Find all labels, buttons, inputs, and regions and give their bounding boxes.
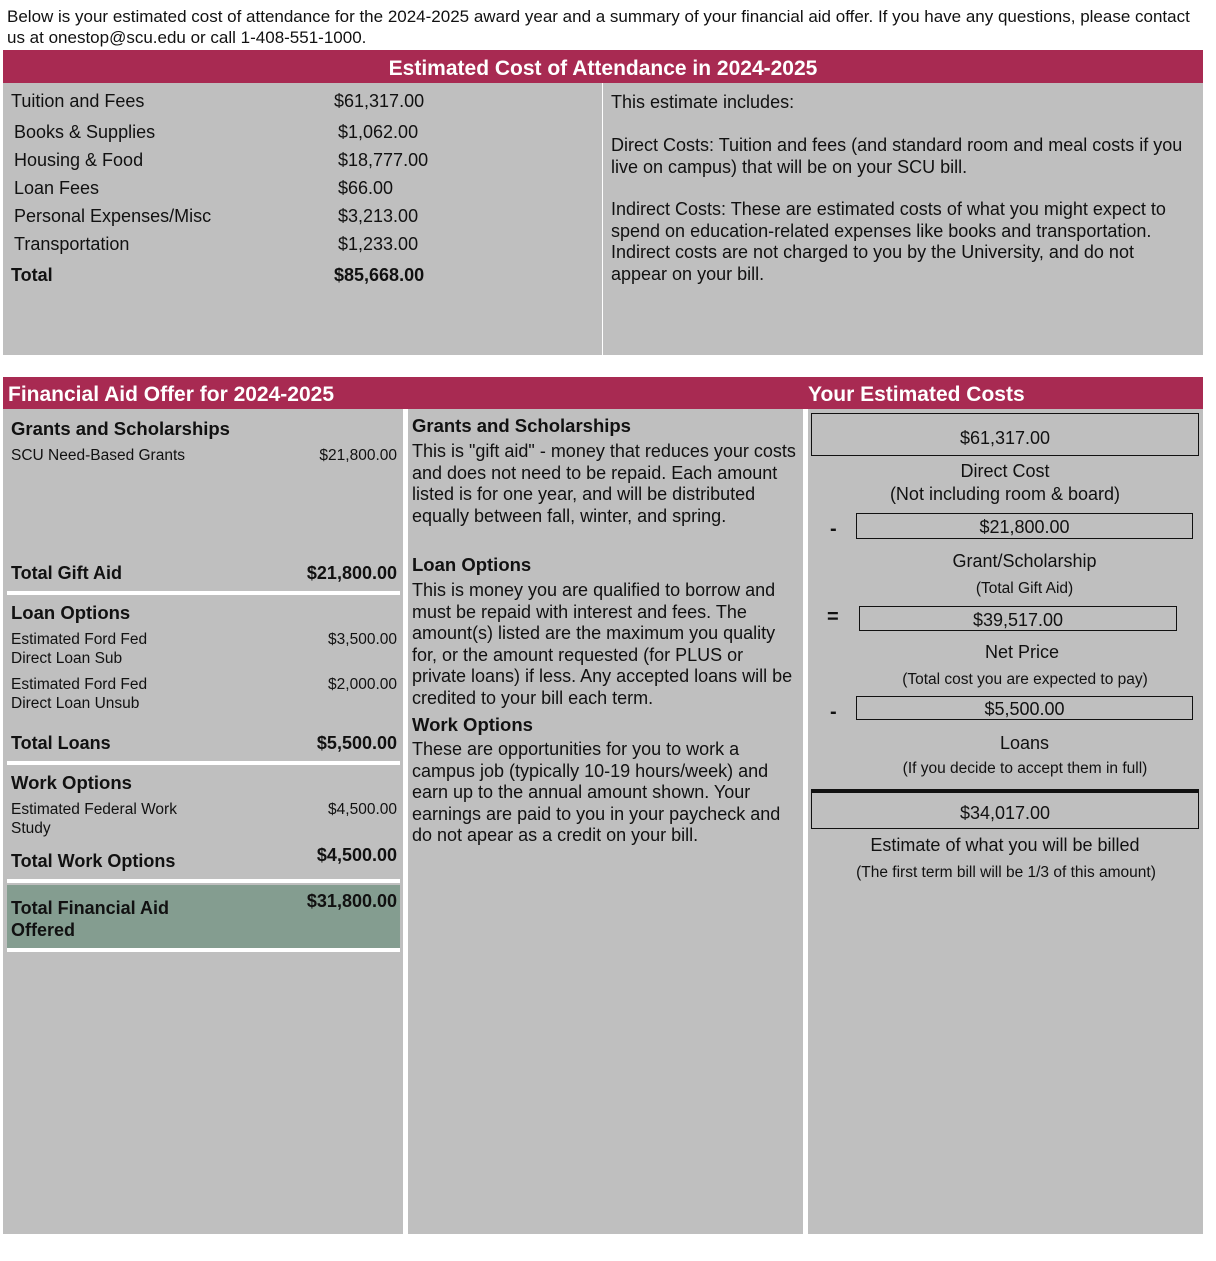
total-aid-label: Total Financial Aid Offered [11,898,170,940]
grant-box [856,513,1193,539]
loan1-label: Estimated Ford Fed Direct Loan Sub [11,631,148,667]
coa-note-direct: Direct Costs: Tuition and fees (and standard room and meal costs if you live on campus) that will be on your SCU bill. [611,135,1183,177]
offer-title-bar [3,377,803,409]
total-work-value: $4,500.00 [316,845,397,865]
explain-loans-header: Loan Options [412,554,532,575]
coa-row-label: Housing & Food [14,150,144,170]
explain-work-text: These are opportunities for you to work a campus job (typically 10-19 hours/week) and earn up to the annual amount shown. Your earnings are paid to you in your paycheck and do not apear as a credit on your bill. [412,739,781,845]
equals-sign: = [827,606,839,628]
total-gift-value: $21,800.00 [306,563,397,583]
loan1-value: $3,500.00 [328,631,397,648]
divider [7,879,400,883]
coa-total-label: Total [11,265,53,285]
coa-title-bar [3,50,1203,83]
divider [7,948,400,952]
loans-label: Loans [999,733,1050,753]
explain-loans-text: This is money you are qualified to borrow and must be repaid with interest and fees. The amount(s) listed are the maximum you quality for, or the amount requested (for PLUS or private loans) if less. Any accepted loans will be credited to your bill each term. [412,580,793,708]
loans-box [856,696,1193,720]
net-price-sub: (Total cost you are expected to pay) [902,671,1148,688]
divider [7,591,400,595]
grants-header: Grants and Scholarships [11,418,230,439]
billed-box [811,792,1199,829]
coa-note-indirect: Indirect Costs: These are estimated costs of what you might expect to spend on education-related expenses like books and transportation. Indirect costs are not charged to you by the University, and do not appear on your bill. [611,199,1166,284]
coa-title: Estimated Cost of Attendance in 2024-2025 [388,57,818,80]
work-header: Work Options [11,772,132,793]
total-loans-value: $5,500.00 [316,733,397,753]
work-item-value: $4,500.00 [328,801,397,818]
minus-sign: - [830,518,837,540]
coa-row-value: $1,062.00 [338,122,419,142]
work-item-label: Estimated Federal Work Study [11,801,177,837]
grant-label: Grant/Scholarship [952,551,1097,571]
net-price-box [859,606,1177,631]
loans-sub: (If you decide to accept them in full) [902,760,1148,777]
total-aid-value: $31,800.00 [306,891,397,911]
direct-cost-value: $61,317.00 [959,428,1051,448]
direct-cost-box [811,413,1199,456]
coa-row-value: $66.00 [338,178,394,198]
coa-total-value: $85,668.00 [334,265,425,285]
coa-row-value: $3,213.00 [338,206,419,226]
coa-note-intro: This estimate includes: [611,92,795,112]
loans-header: Loan Options [11,602,131,623]
costs-title: Your Estimated Costs [808,383,1025,406]
grant-item-value: $21,800.00 [319,447,397,464]
coa-row-value: $18,777.00 [338,150,429,170]
billed-value: $34,017.00 [959,803,1051,823]
billed-label: Estimate of what you will be billed [870,835,1140,855]
coa-row-label: Transportation [14,234,130,254]
explain-grants-header: Grants and Scholarships [412,415,631,436]
coa-row-label: Loan Fees [14,178,100,198]
total-loans-label: Total Loans [11,733,111,753]
coa-row-value: $61,317.00 [334,91,425,111]
direct-cost-sub: (Not including room & board) [889,484,1121,504]
grant-value: $21,800.00 [979,517,1070,537]
loan2-value: $2,000.00 [328,676,397,693]
total-gift-label: Total Gift Aid [11,563,122,583]
intro-text: Below is your estimated cost of attendance for the 2024-2025 award year and a summary of your financial aid offer. If you have any questions, please contact us at onestop@scu.edu or call 1-408-551-1000. [7,7,1190,47]
explain-grants-text: This is "gift aid" - money that reduces your costs and does not need to be repaid. Each amount listed is for one year, and will be distributed equally between fall, winter, and spring. [412,441,796,526]
coa-row-label: Tuition and Fees [11,91,145,111]
coa-row-label: Personal Expenses/Misc [14,206,212,226]
costs-title-bar [803,377,1203,409]
grant-sub: (Total Gift Aid) [975,580,1074,597]
billed-sub: (The first term bill will be 1/3 of this amount) [856,864,1156,881]
coa-row-label: Books & Supplies [14,122,156,142]
offer-title: Financial Aid Offer for 2024-2025 [8,383,335,406]
net-price-label: Net Price [984,642,1060,662]
grant-item-label: SCU Need-Based Grants [11,447,186,464]
loan2-label: Estimated Ford Fed Direct Loan Unsub [11,676,148,712]
coa-row-value: $1,233.00 [338,234,419,254]
explain-work-header: Work Options [412,714,533,735]
loans-value: $5,500.00 [984,699,1065,719]
total-work-label: Total Work Options [11,851,176,871]
direct-cost-label: Direct Cost [960,461,1050,481]
net-price-value: $39,517.00 [972,610,1064,630]
divider [7,761,400,765]
minus-sign: - [830,701,837,723]
